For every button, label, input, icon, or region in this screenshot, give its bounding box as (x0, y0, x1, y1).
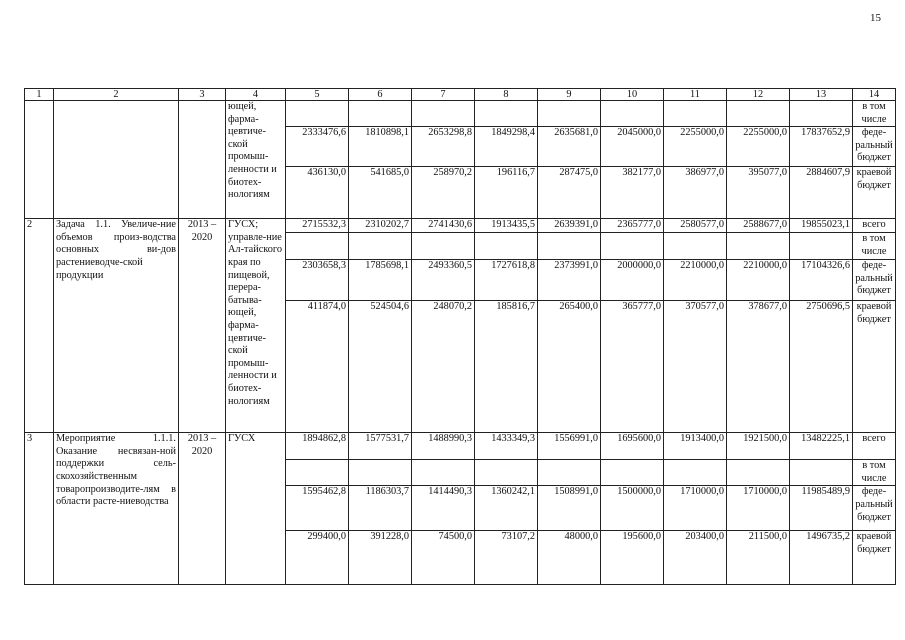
funding-source-cell: феде-ральный бюджет (853, 486, 896, 531)
amount-cell (349, 233, 412, 260)
amount-cell: 2741430,6 (412, 219, 475, 233)
funding-source-cell: в том числе (853, 233, 896, 260)
amount-cell: 2255000,0 (664, 127, 727, 167)
executor-cell: ющей, фарма-цевтиче-ской промыш-ленности и биотех-нологиям (226, 101, 286, 219)
amount-cell (538, 233, 601, 260)
amount-cell: 195600,0 (601, 531, 664, 585)
amount-cell: 1595462,8 (286, 486, 349, 531)
amount-cell (286, 233, 349, 260)
column-number-row (25, 89, 896, 101)
amount-cell: 1710000,0 (664, 486, 727, 531)
amount-cell: 248070,2 (412, 301, 475, 433)
amount-cell: 2333476,6 (286, 127, 349, 167)
column-number: 12 (727, 89, 790, 101)
column-number: 9 (538, 89, 601, 101)
amount-cell: 1695600,0 (601, 433, 664, 460)
column-number: 1 (25, 89, 54, 101)
amount-cell: 436130,0 (286, 167, 349, 219)
amount-cell: 17104326,6 (790, 260, 853, 301)
amount-cell: 2493360,5 (412, 260, 475, 301)
amount-cell (475, 460, 538, 486)
period-cell: 2013 – 2020 (179, 219, 226, 433)
amount-cell: 1913435,5 (475, 219, 538, 233)
amount-cell: 391228,0 (349, 531, 412, 585)
amount-cell (664, 460, 727, 486)
amount-cell: 382177,0 (601, 167, 664, 219)
item-name-cell: Мероприятие 1.1.1. Оказание несвязан-ной поддержки сель-скохозяйственным товаропроизводите-лям в области расте-ниеводства (54, 433, 179, 585)
page-number: 15 (870, 12, 881, 24)
amount-cell (664, 101, 727, 127)
column-number: 6 (349, 89, 412, 101)
amount-cell: 19855023,1 (790, 219, 853, 233)
amount-cell: 258970,2 (412, 167, 475, 219)
amount-cell: 2210000,0 (727, 260, 790, 301)
amount-cell: 287475,0 (538, 167, 601, 219)
amount-cell (727, 460, 790, 486)
amount-cell: 48000,0 (538, 531, 601, 585)
amount-cell: 2210000,0 (664, 260, 727, 301)
amount-cell (349, 460, 412, 486)
amount-cell (538, 101, 601, 127)
amount-cell: 2715532,3 (286, 219, 349, 233)
column-number: 2 (54, 89, 179, 101)
amount-cell: 1727618,8 (475, 260, 538, 301)
table-row (25, 219, 896, 233)
column-number: 3 (179, 89, 226, 101)
amount-cell: 203400,0 (664, 531, 727, 585)
amount-cell: 1810898,1 (349, 127, 412, 167)
amount-cell: 2000000,0 (601, 260, 664, 301)
amount-cell: 1508991,0 (538, 486, 601, 531)
amount-cell (412, 101, 475, 127)
funding-source-cell: феде-ральный бюджет (853, 260, 896, 301)
amount-cell: 299400,0 (286, 531, 349, 585)
amount-cell: 2303658,3 (286, 260, 349, 301)
item-name-cell (54, 101, 179, 219)
amount-cell: 73107,2 (475, 531, 538, 585)
amount-cell (601, 460, 664, 486)
amount-cell: 74500,0 (412, 531, 475, 585)
amount-cell: 1921500,0 (727, 433, 790, 460)
funding-source-cell: всего (853, 433, 896, 460)
amount-cell: 2045000,0 (601, 127, 664, 167)
amount-cell: 265400,0 (538, 301, 601, 433)
amount-cell: 1186303,7 (349, 486, 412, 531)
funding-source-cell: краевой бюджет (853, 167, 896, 219)
row-number-cell (25, 101, 54, 219)
column-number: 13 (790, 89, 853, 101)
amount-cell (664, 233, 727, 260)
amount-cell: 11985489,9 (790, 486, 853, 531)
column-number: 14 (853, 89, 896, 101)
amount-cell (790, 101, 853, 127)
amount-cell: 1913400,0 (664, 433, 727, 460)
amount-cell: 1849298,4 (475, 127, 538, 167)
amount-cell: 1360242,1 (475, 486, 538, 531)
amount-cell (790, 233, 853, 260)
period-cell: 2013 – 2020 (179, 433, 226, 585)
funding-source-cell: феде-ральный бюджет (853, 127, 896, 167)
budget-table (24, 88, 896, 585)
amount-cell (412, 460, 475, 486)
amount-cell: 1556991,0 (538, 433, 601, 460)
amount-cell: 2310202,7 (349, 219, 412, 233)
amount-cell: 395077,0 (727, 167, 790, 219)
amount-cell: 386977,0 (664, 167, 727, 219)
amount-cell: 2373991,0 (538, 260, 601, 301)
amount-cell (538, 460, 601, 486)
column-number: 8 (475, 89, 538, 101)
amount-cell: 1433349,3 (475, 433, 538, 460)
executor-cell: ГУСХ; управле-ние Ал-тайского края по пищевой, перера-батыва-ющей, фарма-цевтиче-ской промыш-ленности и биотех-нологиям (226, 219, 286, 433)
amount-cell: 2635681,0 (538, 127, 601, 167)
column-number: 4 (226, 89, 286, 101)
amount-cell (790, 460, 853, 486)
amount-cell: 2580577,0 (664, 219, 727, 233)
amount-cell (412, 233, 475, 260)
amount-cell: 2653298,8 (412, 127, 475, 167)
funding-source-cell: всего (853, 219, 896, 233)
amount-cell: 2884607,9 (790, 167, 853, 219)
amount-cell: 2588677,0 (727, 219, 790, 233)
amount-cell: 541685,0 (349, 167, 412, 219)
amount-cell: 2255000,0 (727, 127, 790, 167)
funding-source-cell: краевой бюджет (853, 531, 896, 585)
column-number: 10 (601, 89, 664, 101)
column-number: 11 (664, 89, 727, 101)
amount-cell: 2365777,0 (601, 219, 664, 233)
amount-cell (475, 101, 538, 127)
funding-source-cell: в том числе (853, 101, 896, 127)
amount-cell: 13482225,1 (790, 433, 853, 460)
amount-cell (601, 233, 664, 260)
amount-cell: 17837652,9 (790, 127, 853, 167)
funding-source-cell: краевой бюджет (853, 301, 896, 433)
column-number: 7 (412, 89, 475, 101)
amount-cell (286, 460, 349, 486)
amount-cell: 211500,0 (727, 531, 790, 585)
table-row (25, 101, 896, 127)
amount-cell: 196116,7 (475, 167, 538, 219)
item-name-cell: Задача 1.1. Увеличе-ние объемов произ-водства основных ви-дов растениеводче-ской продукции (54, 219, 179, 433)
amount-cell: 1577531,7 (349, 433, 412, 460)
amount-cell (601, 101, 664, 127)
amount-cell: 1500000,0 (601, 486, 664, 531)
amount-cell: 370577,0 (664, 301, 727, 433)
amount-cell: 1496735,2 (790, 531, 853, 585)
table-row (25, 433, 896, 460)
period-cell (179, 101, 226, 219)
amount-cell (475, 233, 538, 260)
amount-cell: 185816,7 (475, 301, 538, 433)
amount-cell: 365777,0 (601, 301, 664, 433)
amount-cell: 1710000,0 (727, 486, 790, 531)
amount-cell: 2639391,0 (538, 219, 601, 233)
amount-cell: 1488990,3 (412, 433, 475, 460)
amount-cell: 2750696,5 (790, 301, 853, 433)
amount-cell (727, 101, 790, 127)
amount-cell (286, 101, 349, 127)
amount-cell (727, 233, 790, 260)
executor-cell: ГУСХ (226, 433, 286, 585)
amount-cell: 411874,0 (286, 301, 349, 433)
row-number-cell: 3 (25, 433, 54, 585)
amount-cell: 524504,6 (349, 301, 412, 433)
funding-source-cell: в том числе (853, 460, 896, 486)
row-number-cell: 2 (25, 219, 54, 433)
column-number: 5 (286, 89, 349, 101)
amount-cell: 1785698,1 (349, 260, 412, 301)
amount-cell: 378677,0 (727, 301, 790, 433)
amount-cell: 1894862,8 (286, 433, 349, 460)
amount-cell: 1414490,3 (412, 486, 475, 531)
amount-cell (349, 101, 412, 127)
